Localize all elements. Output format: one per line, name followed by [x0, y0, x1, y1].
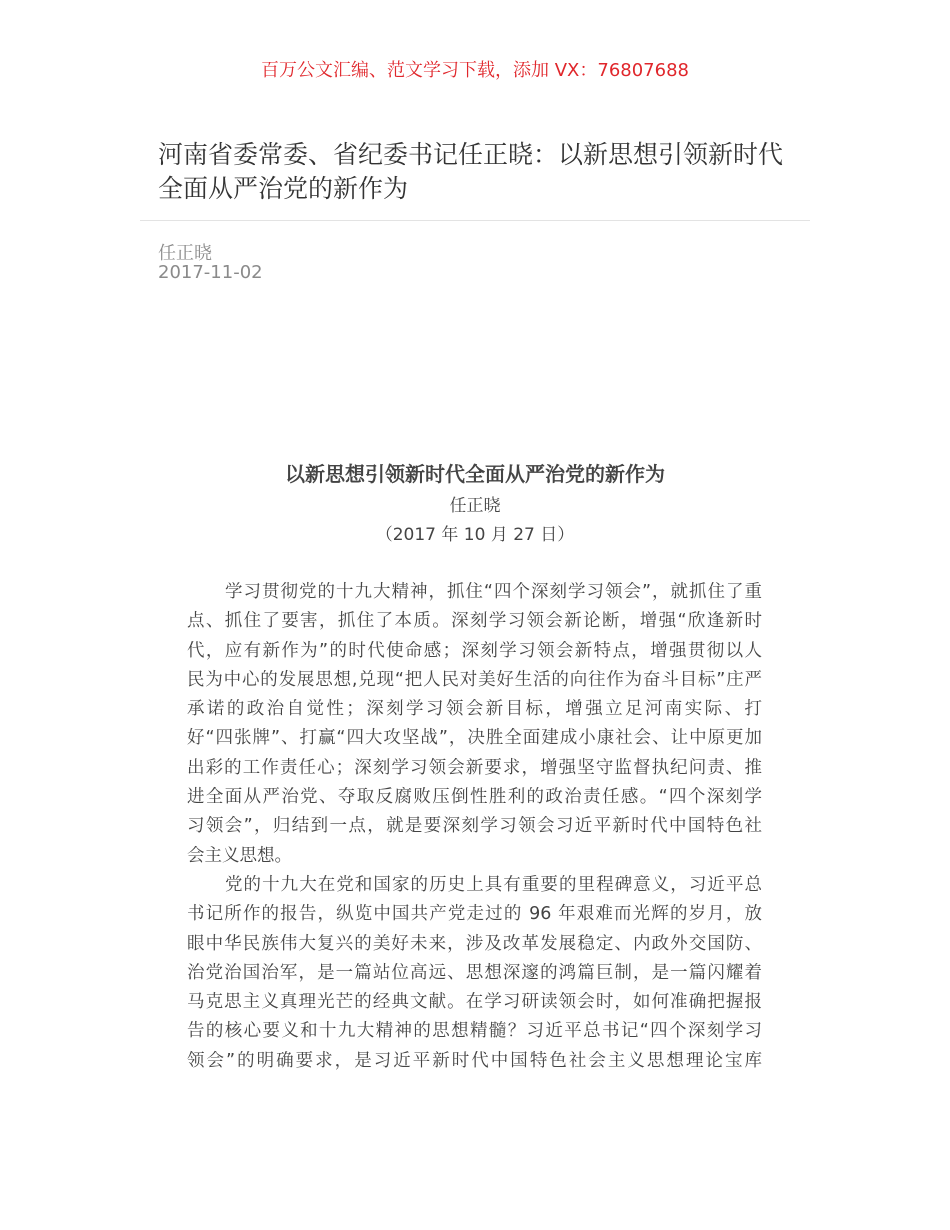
page-title: 河南省委常委、省纪委书记任正晓：以新思想引领新时代全面从严治党的新作为	[158, 140, 784, 203]
divider	[140, 220, 810, 221]
paragraph-line: 眼中华民族伟大复兴的美好未来，涉及改革发展稳定、内政外交国防、	[187, 933, 762, 954]
paragraph-line: 进全面从严治党、夺取反腐败压倒性胜利的政治责任感。“四个深刻学	[187, 787, 762, 808]
paragraph-line: 代，应有新作为”的时代使命感；深刻学习领会新特点，增强贯彻以人	[187, 640, 762, 661]
paragraph-line: 好“四张牌”、打赢“四大攻坚战”，决胜全面建成小康社会、让中原更加	[187, 728, 762, 749]
article-author: 任正晓	[449, 496, 501, 516]
paragraph-line: 治党治国治军，是一篇站位高远、思想深邃的鸿篇巨制，是一篇闪耀着	[187, 962, 762, 983]
publish-date: 2017-11-02	[158, 262, 263, 283]
paragraph-line: 马克思主义真理光芒的经典文献。在学习研读领会时，如何准确把握报	[187, 992, 762, 1013]
paragraph-line: 书记所作的报告，纵览中国共产党走过的 96 年艰难而光辉的岁月，放	[187, 904, 762, 925]
paragraph-line: 党的十九大在党和国家的历史上具有重要的里程碑意义，习近平总	[225, 874, 762, 895]
paragraph-line: 承诺的政治自觉性；深刻学习领会新目标，增强立足河南实际、打	[187, 699, 762, 720]
paragraph-line: 习领会”，归结到一点，就是要深刻学习领会习近平新时代中国特色社	[187, 816, 762, 837]
author-name: 任正晓	[158, 243, 212, 264]
download-banner: 百万公文汇编、范文学习下载，添加 VX：76807688	[261, 60, 689, 81]
paragraph-line: 领会”的明确要求，是习近平新时代中国特色社会主义思想理论宝库	[187, 1050, 762, 1071]
paragraph-line: 告的核心要义和十九大精神的思想精髓？习近平总书记“四个深刻学习	[187, 1021, 762, 1042]
paragraph-line: 会主义思想。	[187, 845, 292, 866]
paragraph-line: 出彩的工作责任心；深刻学习领会新要求，增强坚守监督执纪问责、推	[187, 757, 762, 778]
article-title: 以新思想引领新时代全面从严治党的新作为	[285, 462, 665, 486]
paragraph	[187, 871, 762, 1076]
paragraph-line: 学习贯彻党的十九大精神，抓住“四个深刻学习领会”，就抓住了重	[225, 582, 762, 602]
paragraph-line: 民为中心的发展思想,兑现“把人民对美好生活的向往作为奋斗目标”庄严	[187, 669, 762, 690]
article-body	[187, 578, 762, 1076]
paragraph-line: 点、抓住了要害，抓住了本质。深刻学习领会新论断，增强“欣逢新时	[187, 611, 762, 632]
paragraph	[187, 578, 762, 871]
article-date: （2017 年 10 月 27 日）	[375, 525, 575, 545]
